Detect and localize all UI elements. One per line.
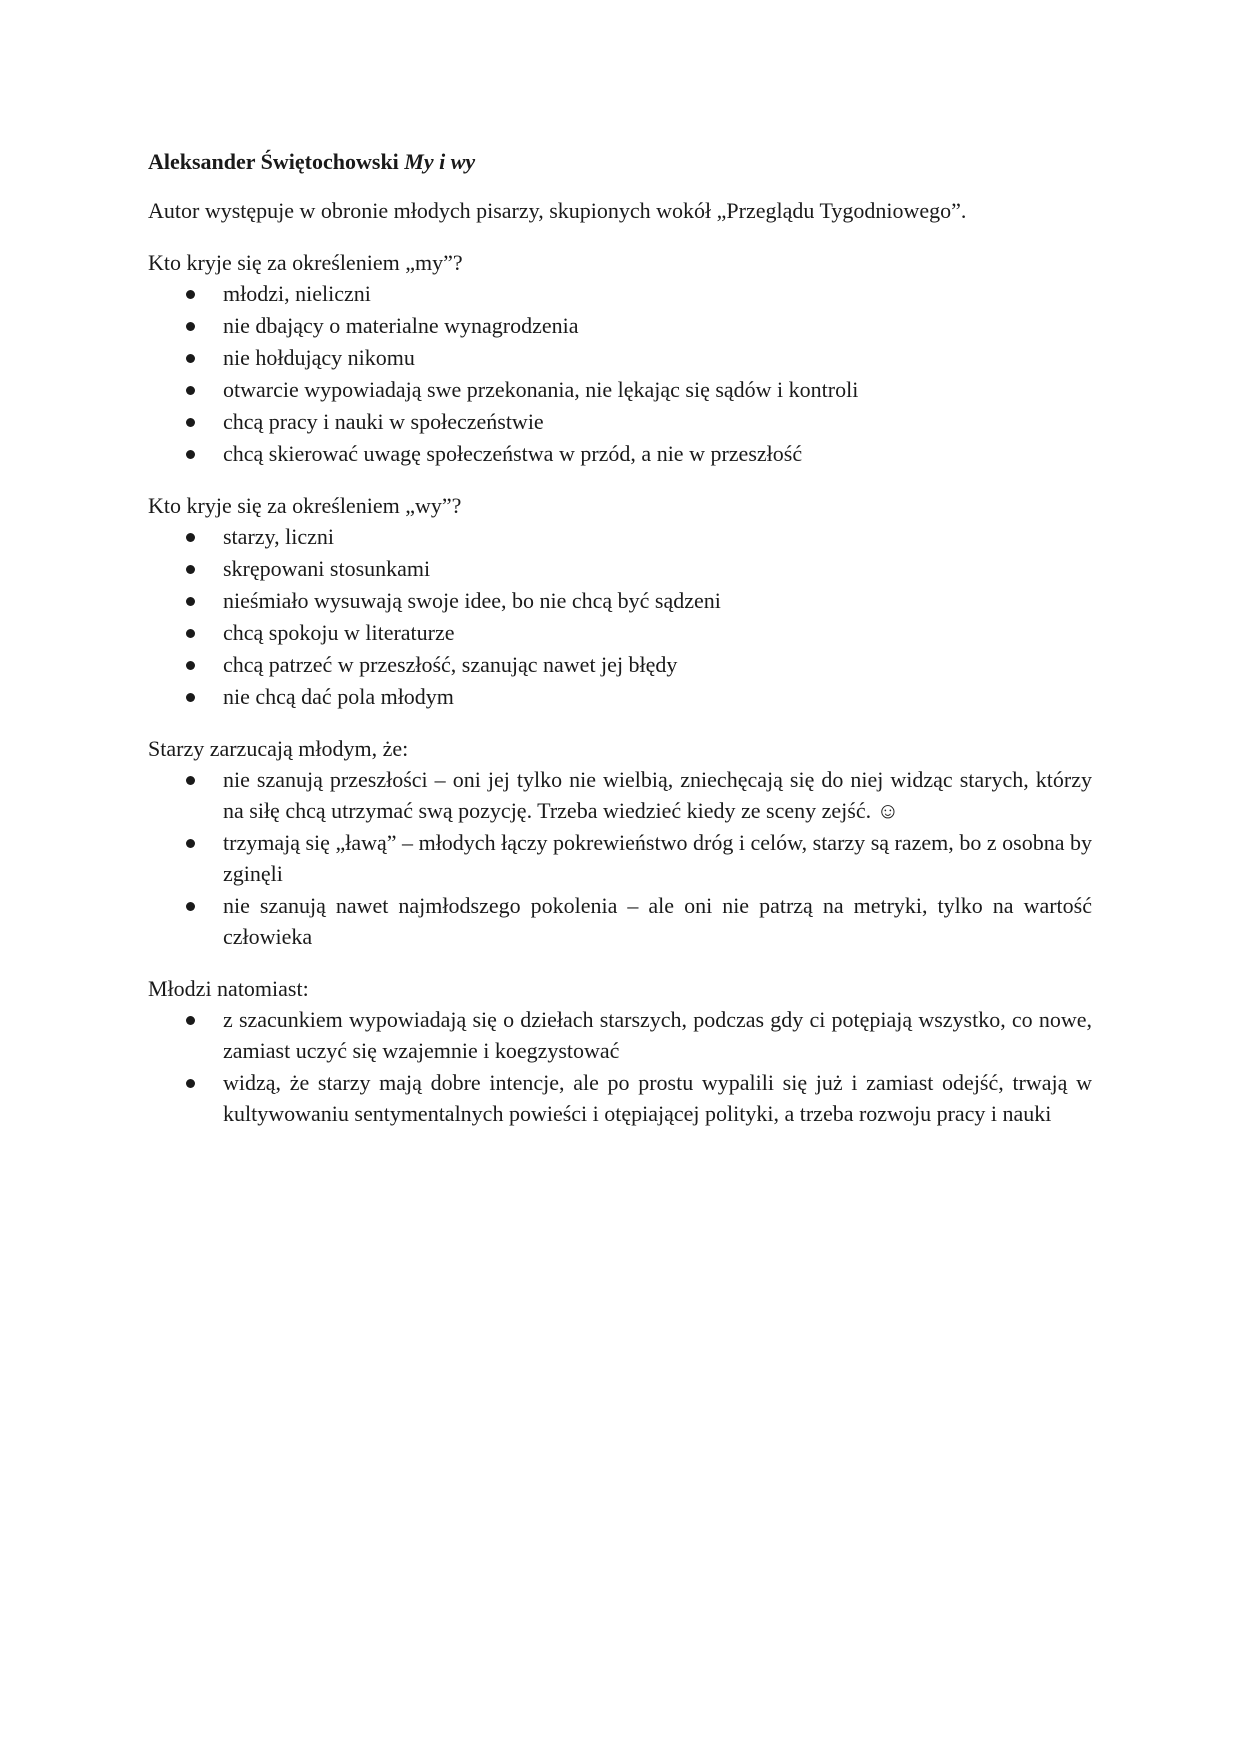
list-item <box>148 764 1092 826</box>
bullet-icon <box>186 290 195 299</box>
list-item-text: nie hołdujący nikomu <box>223 345 415 370</box>
list-item-text: skrępowani stosunkami <box>223 556 431 581</box>
list-item <box>148 374 1092 405</box>
bullet-icon <box>186 597 195 606</box>
list-item-text: trzymają się „ławą” – młodych łączy pokrewieństwo dróg i celów, starzy są razem, bo z osobna by zginęli <box>223 830 1092 886</box>
list-item-text: młodzi, nieliczni <box>223 281 371 306</box>
list-item <box>148 585 1092 616</box>
list-item-text: nie dbający o materialne wynagrodzenia <box>223 313 579 338</box>
list-item-text: chcą skierować uwagę społeczeństwa w przód, a nie w przeszłość <box>223 441 803 466</box>
bullet-icon <box>186 693 195 702</box>
section-2 <box>148 490 1092 712</box>
document-page <box>148 146 1092 1150</box>
bullet-icon <box>186 322 195 331</box>
bullet-icon <box>186 565 195 574</box>
list-item-text: chcą pracy i nauki w społeczeństwie <box>223 409 544 434</box>
list-item <box>148 617 1092 648</box>
intro-paragraph: Autor występuje w obronie młodych pisarzy, skupionych wokół „Przeglądu Tygodniowego”. <box>148 198 967 223</box>
list-item <box>148 1067 1092 1129</box>
list-item-text: chcą spokoju w literaturze <box>223 620 455 645</box>
section-heading: Kto kryje się za określeniem „wy”? <box>148 493 462 518</box>
sections-container <box>148 247 1092 1129</box>
title-work: My i wy <box>404 149 476 174</box>
bullet-list <box>148 1004 1092 1129</box>
list-item-text: z szacunkiem wypowiadają się o dziełach starszych, podczas gdy ci potępiają wszystko, co nowe, zamiast uczyć się wzajemnie i koegzystować <box>223 1007 1092 1063</box>
bullet-icon <box>186 533 195 542</box>
section-3 <box>148 733 1092 952</box>
document-title <box>148 146 1092 177</box>
bullet-icon <box>186 450 195 459</box>
list-item <box>148 649 1092 680</box>
section-4 <box>148 973 1092 1129</box>
list-item <box>148 827 1092 889</box>
section-heading: Starzy zarzucają młodym, że: <box>148 736 409 761</box>
bullet-icon <box>186 839 195 848</box>
list-item <box>148 438 1092 469</box>
bullet-list <box>148 521 1092 712</box>
list-item <box>148 310 1092 341</box>
bullet-icon <box>186 1016 195 1025</box>
bullet-icon <box>186 902 195 911</box>
list-item-text: nie szanują przeszłości – oni jej tylko nie wielbią, zniechęcają się do niej widząc starych, którzy na siłę chcą utrzymać swą pozycję. Trzeba wiedzieć kiedy ze sceny zejść. ☺ <box>223 767 1092 823</box>
list-item <box>148 342 1092 373</box>
bullet-list <box>148 764 1092 952</box>
bullet-icon <box>186 661 195 670</box>
bullet-icon <box>186 386 195 395</box>
list-item <box>148 890 1092 952</box>
bullet-icon <box>186 629 195 638</box>
list-item-text: nieśmiało wysuwają swoje idee, bo nie chcą być sądzeni <box>223 588 721 613</box>
bullet-icon <box>186 1079 195 1088</box>
list-item <box>148 406 1092 437</box>
list-item <box>148 681 1092 712</box>
bullet-icon <box>186 354 195 363</box>
list-item-text: nie chcą dać pola młodym <box>223 684 454 709</box>
bullet-list <box>148 278 1092 469</box>
bullet-icon <box>186 776 195 785</box>
section-heading: Kto kryje się za określeniem „my”? <box>148 250 463 275</box>
list-item <box>148 553 1092 584</box>
title-author: Aleksander Świętochowski <box>148 149 399 174</box>
list-item <box>148 1004 1092 1066</box>
list-item-text: otwarcie wypowiadają swe przekonania, nie lękając się sądów i kontroli <box>223 377 859 402</box>
section-1 <box>148 247 1092 469</box>
section-heading: Młodzi natomiast: <box>148 976 309 1001</box>
list-item-text: nie szanują nawet najmłodszego pokolenia – ale oni nie patrzą na metryki, tylko na wartość człowieka <box>223 893 1092 949</box>
list-item <box>148 521 1092 552</box>
list-item-text: widzą, że starzy mają dobre intencje, ale po prostu wypalili się już i zamiast odejść, trwają w kultywowaniu sentymentalnych powieści i otępiającej polityki, a trzeba rozwoju pracy i nauki <box>223 1070 1092 1126</box>
bullet-icon <box>186 418 195 427</box>
list-item-text: starzy, liczni <box>223 524 334 549</box>
list-item <box>148 278 1092 309</box>
list-item-text: chcą patrzeć w przeszłość, szanując nawet jej błędy <box>223 652 678 677</box>
